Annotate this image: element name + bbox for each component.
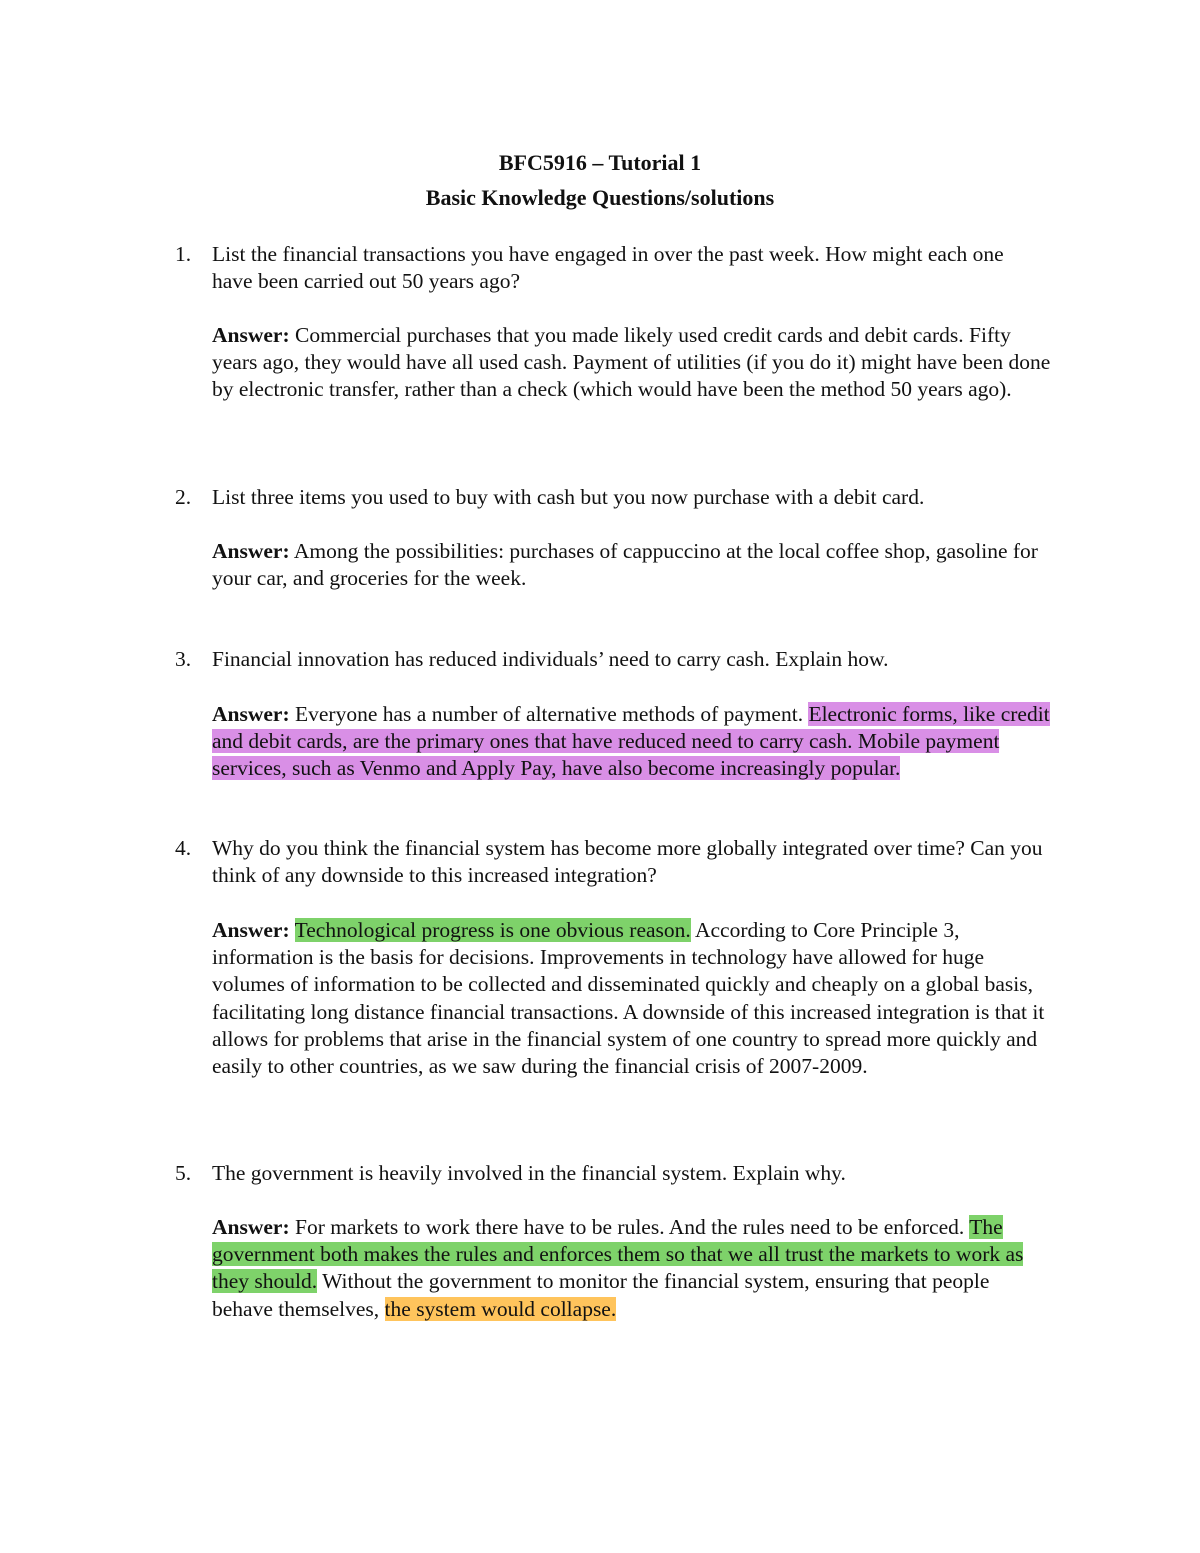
answer-label: Answer:	[212, 323, 290, 347]
question-2	[175, 484, 1045, 511]
answer-label: Answer:	[212, 918, 290, 942]
question-1	[175, 241, 1045, 295]
answer-5	[212, 1214, 1052, 1323]
question-number: 3.	[175, 647, 192, 671]
answer-text: Commercial purchases that you made likely used credit cards and debit cards. Fifty years ago, they would have all used cash. Payment of utilities (if you do it) might have been done by electronic transfer, rather than a check (which would have been the method 50 years ago).	[212, 323, 1051, 402]
question-4	[175, 835, 1045, 889]
question-text: The government is heavily involved in the financial system. Explain why.	[212, 1161, 846, 1185]
question-number: 4.	[175, 836, 192, 860]
answer-2	[212, 538, 1052, 592]
question-3	[175, 646, 1045, 673]
answer-text: For markets to work there have to be rules. And the rules need to be enforced.	[289, 1215, 970, 1239]
answer-3	[212, 701, 1052, 783]
question-number: 5.	[175, 1161, 192, 1185]
document-subtitle: Basic Knowledge Questions/solutions	[425, 185, 775, 210]
question-5	[175, 1160, 1045, 1187]
question-text: Financial innovation has reduced individuals’ need to carry cash. Explain how.	[212, 647, 889, 671]
answer-text: Everyone has a number of alternative methods of payment.	[289, 702, 809, 726]
answer-label: Answer:	[212, 702, 290, 726]
answer-4	[212, 917, 1052, 1080]
question-number: 2.	[175, 485, 192, 509]
answer-1	[212, 322, 1052, 404]
question-text: List the financial transactions you have engaged in over the past week. How might each one have been carried out 50 years ago?	[212, 242, 1004, 293]
answer-highlight-yellow: the system would collapse.	[384, 1296, 617, 1321]
answer-text: According to Core Principle 3, information is the basis for decisions. Improvements in technology have allowed for huge volumes of information to be collected and disseminated quickly and cheaply on a global basis, facilitating long distance financial transactions. A downside of this increased integration is that it allows for problems that arise in the financial system of one country to spread more quickly and easily to other countries, as we saw during the financial crisis of 2007-2009.	[212, 918, 1045, 1079]
answer-highlight-purple: Electronic forms, like credit and debit cards, are the primary ones that have reduced need to carry cash. Mobile payment services, such as Venmo and Apply Pay, have also become increasingly popular.	[212, 702, 1050, 781]
answer-text-continued: Without the government to monitor the financial system, ensuring that people behave themselves,	[212, 1269, 990, 1321]
answer-highlight-green: Technological progress is one obvious reason.	[294, 918, 691, 942]
question-text: List three items you used to buy with cash but you now purchase with a debit card.	[212, 485, 925, 509]
answer-label: Answer:	[212, 539, 290, 563]
question-number: 1.	[175, 242, 192, 266]
document-title: BFC5916 – Tutorial 1	[498, 150, 702, 175]
answer-label: Answer:	[212, 1215, 290, 1239]
answer-highlight-green: The government both makes the rules and enforces them so that we all trust the markets to work as they should.	[212, 1215, 1024, 1294]
answer-text: Among the possibilities: purchases of cappuccino at the local coffee shop, gasoline for your car, and groceries for the week.	[212, 539, 1038, 591]
question-text: Why do you think the financial system has become more globally integrated over time? Can you think of any downside to this increased integration?	[212, 836, 1043, 887]
